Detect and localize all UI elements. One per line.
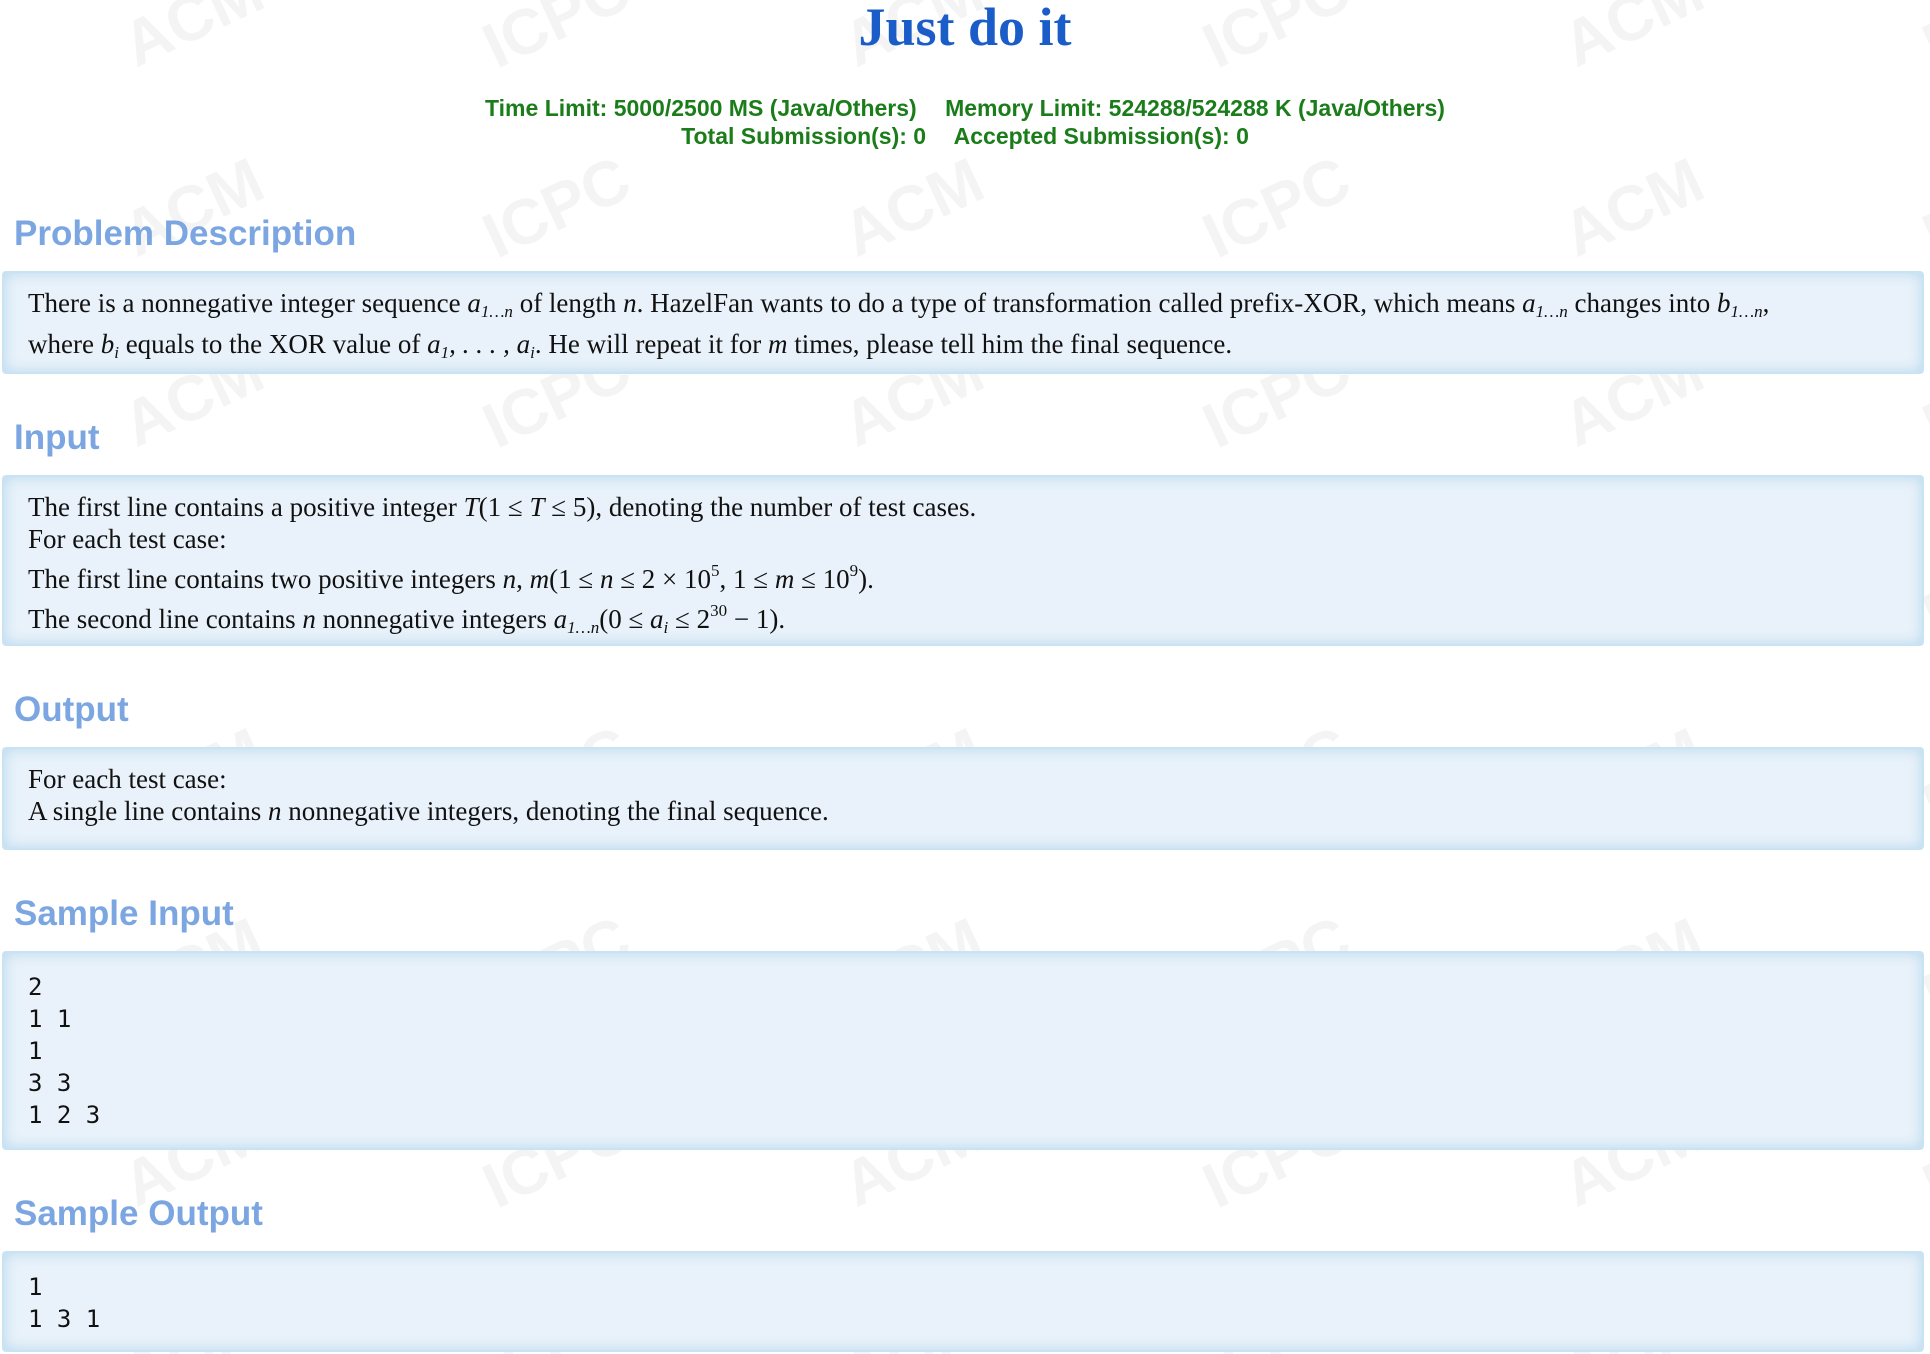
section-title-sample-input: Sample Input xyxy=(14,894,234,933)
sample-input-line: 3 3 xyxy=(28,1069,72,1097)
description-panel xyxy=(2,271,1924,374)
description-text: where xyxy=(28,329,94,359)
memory-limit-label: Memory Limit: xyxy=(945,95,1103,121)
math-t-range: T(1 ≤ T ≤ 5) xyxy=(463,492,596,522)
section-title-output: Output xyxy=(14,690,129,729)
input-text: . xyxy=(867,564,874,594)
accepted-submissions-label: Accepted Submission(s): xyxy=(953,123,1230,149)
sample-output-line: 1 3 1 xyxy=(28,1305,101,1333)
description-line-2 xyxy=(28,328,1898,369)
input-line-1 xyxy=(28,491,1898,523)
description-text: times, please tell him the final sequence. xyxy=(794,329,1233,359)
math-m: m xyxy=(768,329,788,359)
section-title-description: Problem Description xyxy=(14,214,357,253)
input-text: The first line contains two positive integers xyxy=(28,564,496,594)
description-line-1 xyxy=(28,287,1898,328)
total-submissions-value: 0 xyxy=(913,123,927,149)
input-line-2: For each test case: xyxy=(28,524,227,554)
output-text: nonnegative integers, denoting the final sequence. xyxy=(288,796,829,826)
input-text: . xyxy=(778,604,786,634)
math-a1n: $a_{1\dots n}$ xyxy=(467,288,513,321)
input-panel xyxy=(2,475,1924,646)
description-text: There is a nonnegative integer sequence xyxy=(28,288,461,318)
description-text: . He will repeat it for xyxy=(534,329,762,359)
description-text: of length xyxy=(519,288,617,318)
sample-input-line: 1 2 3 xyxy=(28,1101,101,1129)
input-text: The second line contains xyxy=(28,604,296,634)
time-limit-value: 5000/2500 MS (Java/Others) xyxy=(613,95,917,121)
watermark-text xyxy=(472,141,642,273)
input-text: , denoting the number of test cases. xyxy=(595,492,977,522)
accepted-submissions-value: 0 xyxy=(1236,123,1249,149)
input-text: The first line contains a positive integer xyxy=(28,492,457,522)
sample-output-panel xyxy=(2,1251,1924,1352)
description-text: equals to the XOR value of xyxy=(125,329,421,359)
watermark-text xyxy=(831,143,994,272)
math-n: n xyxy=(302,604,316,634)
description-text: changes into xyxy=(1574,288,1711,318)
math-b1n: $b_{1\dots n}$ xyxy=(1717,288,1763,321)
section-title-input: Input xyxy=(14,418,100,457)
time-limit-label: Time Limit: xyxy=(485,95,608,121)
watermark-text xyxy=(1551,143,1714,272)
input-text: nonnegative integers xyxy=(322,604,547,634)
submissions-line xyxy=(0,123,1930,150)
input-line-4 xyxy=(28,595,1898,644)
sample-input-panel xyxy=(2,951,1924,1150)
math-bi: $b_i$ xyxy=(100,329,119,362)
output-text: A single line contains xyxy=(28,796,262,826)
total-submissions-label: Total Submission(s): xyxy=(681,123,907,149)
output-panel xyxy=(2,747,1924,850)
watermark-text xyxy=(1192,141,1362,273)
math-ai-range: $a_{1\dots n}(0 \le a_i \le 2^{30} - 1)$ xyxy=(553,601,779,637)
math-a1-ai: $a_1$, . . . , $a_i$ xyxy=(427,329,535,362)
sample-input-line: 2 xyxy=(28,973,43,1001)
math-a1n: $a_{1\dots n}$ xyxy=(1522,288,1568,321)
section-title-sample-output: Sample Output xyxy=(14,1194,263,1233)
sample-input-line: 1 1 xyxy=(28,1005,72,1033)
output-line-1: For each test case: xyxy=(28,764,227,794)
limits-line xyxy=(0,95,1930,122)
math-n-m-range: n, $m(1 \le n \le 2 \times 10^5$, $1 \le m \le 10^9$) xyxy=(502,561,868,594)
input-line-3 xyxy=(28,555,1898,595)
sample-output-line: 1 xyxy=(28,1273,43,1301)
math-n: n xyxy=(267,796,282,826)
math-n: n xyxy=(623,288,637,318)
output-line-2 xyxy=(28,795,1898,827)
problem-title: Just do it xyxy=(858,0,1072,57)
description-text: , xyxy=(1762,288,1770,318)
watermark-text xyxy=(1912,141,1930,273)
sample-input-line: 1 xyxy=(28,1037,43,1065)
memory-limit-value: 524288/524288 K (Java/Others) xyxy=(1108,95,1445,121)
description-text: . HazelFan wants to do a type of transformation called prefix-XOR, which means xyxy=(636,288,1516,318)
